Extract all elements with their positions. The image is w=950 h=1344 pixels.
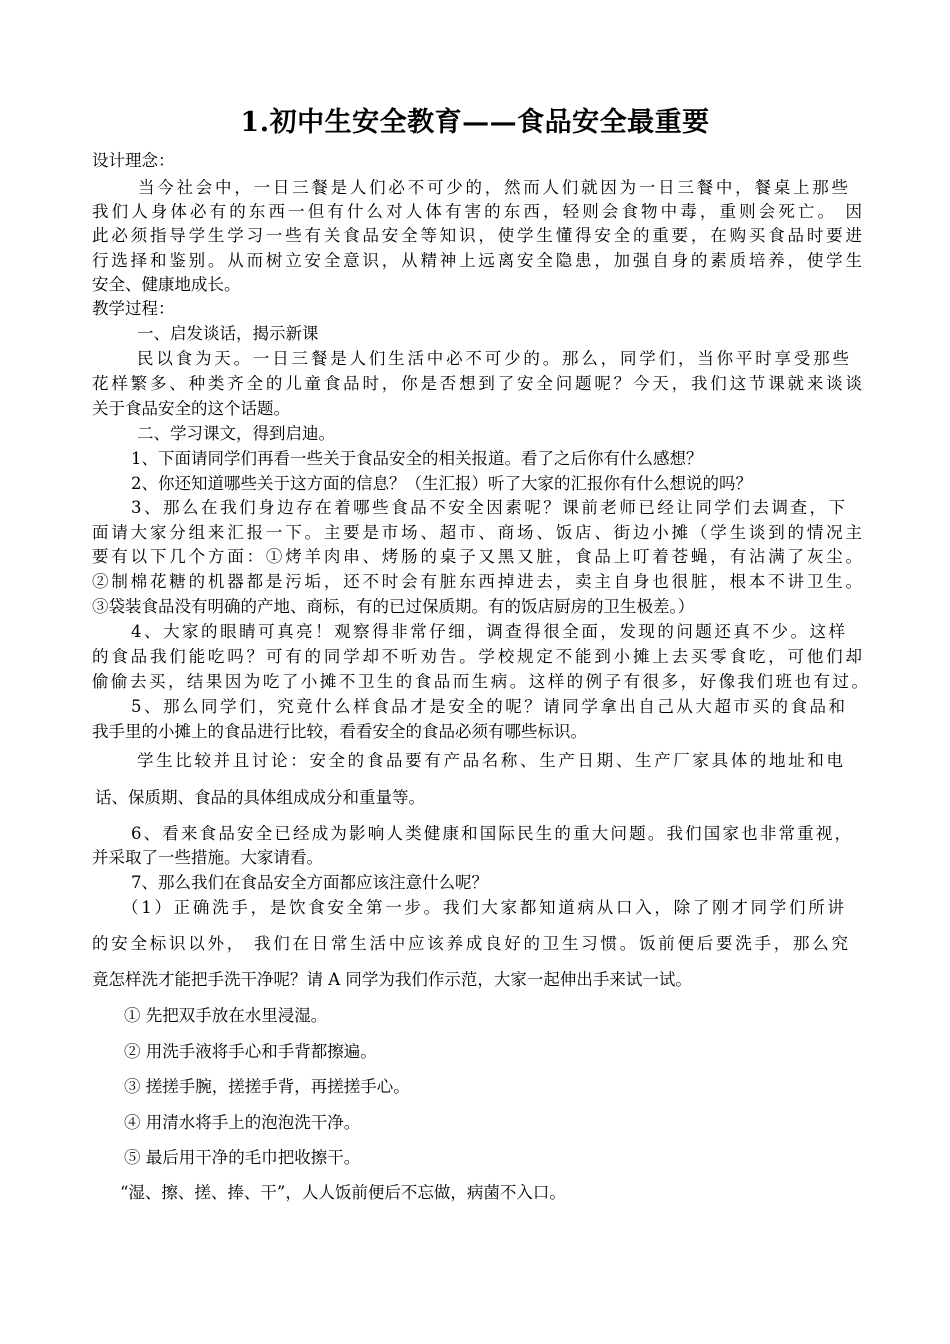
paragraph-line: ③袋装食品没有明确的产地、商标，有的已过保质期。有的饭店厨房的卫生极差。） <box>92 597 695 616</box>
paragraph-line: 的食品我们能吃吗？可有的同学却不听劝告。学校规定不能到小摊上去买零食吃，可他们却 <box>92 647 862 666</box>
paragraph-line: 民以食为天。一日三餐是人们生活中必不可少的。那么，同学们，当你平时享受那些 <box>137 349 849 368</box>
paragraph-line: 话、保质期、食品的具体组成成分和重量等。 <box>95 788 425 807</box>
paragraph-line: 此必须指导学生学习一些有关食品安全等知识，使学生懂得安全的重要，在购买食品时要进 <box>92 226 862 245</box>
paragraph-line: 7、那么我们在食品安全方面都应该注意什么呢？ <box>131 873 488 892</box>
paragraph-line: 学生比较并且讨论：安全的食品要有产品名称、生产日期、生产厂家具体的地址和电 <box>137 751 843 770</box>
paragraph-line: 行选择和鉴别。从而树立安全意识，从精神上远离安全隐患，加强自身的素质培养，使学生 <box>92 251 862 270</box>
paragraph-line: 我们人身体必有的东西一但有什么对人体有害的东西，轻则会食物中毒，重则会死亡。 因 <box>92 202 862 221</box>
list-item: ② 用洗手液将手心和手背都擦遍。 <box>124 1042 377 1061</box>
section-heading-process: 教学过程： <box>92 299 175 318</box>
paragraph-line: ②制棉花糖的机器都是污垢，还不时会有脏东西掉进去，卖主自身也很脏，根本不讲卫生。 <box>92 572 862 591</box>
paragraph-line: 要有以下几个方面：①烤羊肉串、烤肠的桌子又黑又脏，食品上叮着苍蝇，有沾满了灰尘。 <box>92 547 862 566</box>
paragraph-line: 6、看来食品安全已经成为影响人类健康和国际民生的重大问题。我们国家也非常重视， <box>131 824 851 843</box>
paragraph-line: 2、你还知道哪些关于这方面的信息？（生汇报）听了大家的汇报你有什么想说的吗？ <box>131 474 752 493</box>
subheading: 二、学习课文，得到启迪。 <box>137 424 335 443</box>
paragraph-line: 花样繁多、种类齐全的儿童食品时，你是否想到了安全问题呢？今天，我们这节课就来谈谈 <box>92 374 862 393</box>
paragraph-line: 并采取了一些措施。大家请看。 <box>92 848 323 867</box>
list-item: ④ 用清水将手上的泡泡洗干净。 <box>124 1113 361 1132</box>
paragraph-line: （1）正确洗手，是饮食安全第一步。我们大家都知道病从口入，除了刚才同学们所讲 <box>122 898 844 917</box>
paragraph-line: 当今社会中，一日三餐是人们必不可少的，然而人们就因为一日三餐中，餐桌上那些 <box>138 178 848 197</box>
paragraph-line: 5、那么同学们，究竟什么样食品才是安全的呢？请同学拿出自己从大超市买的食品和 <box>131 697 845 716</box>
paragraph-line: 安全、健康地成长。 <box>92 275 241 294</box>
paragraph-line: 的安全标识以外， 我们在日常生活中应该养成良好的卫生习惯。饭前便后要洗手，那么究 <box>92 934 848 953</box>
list-item: ③ 搓搓手腕，搓搓手背，再搓搓手心。 <box>124 1077 410 1096</box>
closing-line: “湿、擦、搓、捧、干”，人人饭前便后不忘做，病菌不入口。 <box>120 1183 566 1202</box>
paragraph-line: 我手里的小摊上的食品进行比较，看看安全的食品必须有哪些标识。 <box>92 722 587 741</box>
paragraph-line: 4、大家的眼睛可真亮！观察得非常仔细，调查得很全面，发现的问题还真不少。这样 <box>131 622 845 641</box>
section-heading-design: 设计理念： <box>92 151 175 170</box>
paragraph-line: 1、下面请同学们再看一些关于食品安全的相关报道。看了之后你有什么感想？ <box>131 449 703 468</box>
subheading: 一、启发谈话，揭示新课 <box>137 324 319 343</box>
list-item: ⑤ 最后用干净的毛巾把收擦干。 <box>124 1148 361 1167</box>
list-item: ① 先把双手放在水里浸湿。 <box>124 1006 328 1025</box>
paragraph-line: 竟怎样洗才能把手洗干净呢？请 A 同学为我们作示范，大家一起伸出手来试一试。 <box>92 970 692 989</box>
document-title: 1.初中生安全教育——食品安全最重要 <box>240 107 710 138</box>
paragraph-line: 偷偷去买，结果因为吃了小摊不卫生的食品而生病。这样的例子有很多，好像我们班也有过。 <box>92 672 868 691</box>
paragraph-line: 面请大家分组来汇报一下。主要是市场、超市、商场、饭店、街边小摊（学生谈到的情况主 <box>92 523 862 542</box>
paragraph-line: 关于食品安全的这个话题。 <box>92 399 290 418</box>
paragraph-line: 3、那么在我们身边存在着哪些食品不安全因素呢？课前老师已经让同学们去调查，下 <box>131 498 845 517</box>
